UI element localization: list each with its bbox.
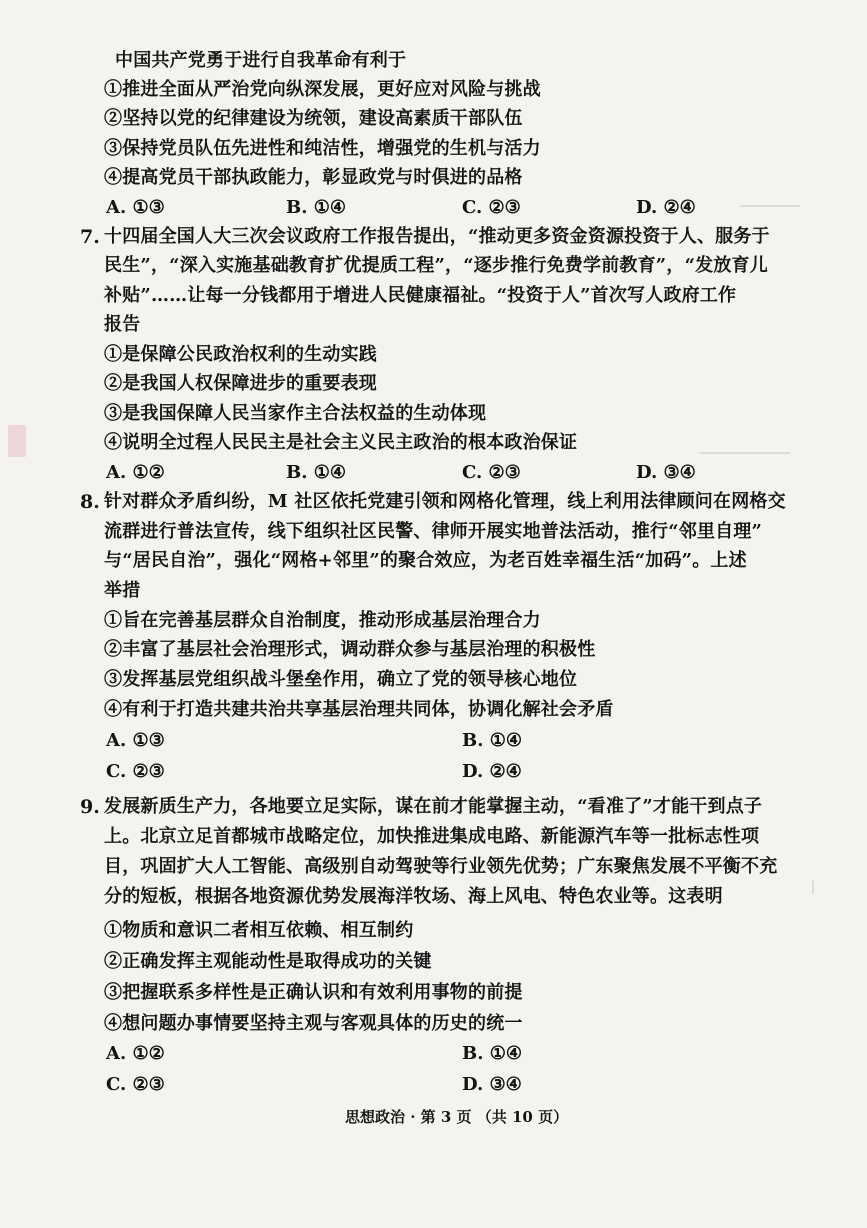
statement-item: ④说明全过程人民民主是社会主义民主政治的根本政治保证 — [104, 432, 578, 453]
statement-item: ①是保障公民政治权利的生动实践 — [104, 344, 377, 365]
question-stem-line: 补贴”……让每一分钱都用于增进人民健康福祉。“投资于人”首次写人政府工作 — [104, 285, 737, 306]
scan-mark — [740, 205, 800, 207]
option-c[interactable]: C. ②③ — [462, 462, 521, 483]
statement-item: ④有利于打造共建共治共享基层治理共同体，协调化解社会矛盾 — [104, 699, 614, 720]
question-stem-line: 发展新质生产力，各地要立足实际，谋在前才能掌握主动，“看准了”才能干到点子 — [104, 796, 763, 817]
statement-item: ①推进全面从严治党向纵深发展，更好应对风险与挑战 — [104, 79, 541, 100]
option-c[interactable]: C. ②③ — [106, 1074, 165, 1095]
statement-item: ④想问题办事情要坚持主观与客观具体的历史的统一 — [104, 1013, 523, 1034]
statement-item: ②丰富了基层社会治理形式，调动群众参与基层治理的积极性 — [104, 639, 596, 660]
question-stem-line: 民生”，“深入实施基础教育扩优提质工程”，“逐步推行免费学前教育”，“发放育儿 — [104, 255, 768, 276]
question-number: 9. — [80, 796, 100, 818]
page-footer: 思想政治 · 第 3 页 （共 10 页） — [345, 1108, 569, 1126]
scan-mark — [812, 880, 814, 894]
question-stem-line: 分的短板，根据各地资源优势发展海洋牧场、海上风电、特色农业等。这表明 — [104, 886, 723, 907]
question-stem: 中国共产党勇于进行自我革命有利于 — [115, 50, 407, 71]
question-stem-line: 十四届全国人大三次会议政府工作报告提出，“推动更多资金资源投资于人、服务于 — [104, 226, 770, 247]
question-number: 7. — [80, 226, 100, 248]
question-stem-line: 举措 — [104, 580, 141, 601]
statement-item: ③是我国保障人民当家作主合法权益的生动体现 — [104, 403, 487, 424]
statement-item: ②正确发挥主观能动性是取得成功的关键 — [104, 951, 432, 972]
statement-item: ③发挥基层党组织战斗堡垒作用，确立了党的领导核心地位 — [104, 669, 578, 690]
statement-item: ③把握联系多样性是正确认识和有效利用事物的前提 — [104, 982, 523, 1003]
statement-item: ②坚持以党的纪律建设为统领，建设高素质干部队伍 — [104, 108, 523, 129]
option-a[interactable]: A. ①② — [106, 1043, 165, 1064]
question-stem-line: 针对群众矛盾纠纷，M 社区依托党建引领和网格化管理，线上利用法律顾问在网格交 — [104, 491, 786, 512]
statement-item: ④提高党员干部执政能力，彰显政党与时俱进的品格 — [104, 167, 523, 188]
option-b[interactable]: B. ①④ — [286, 197, 347, 218]
option-c[interactable]: C. ②③ — [462, 197, 521, 218]
option-d[interactable]: D. ③④ — [462, 1074, 522, 1095]
statement-item: ①旨在完善基层群众自治制度，推动形成基层治理合力 — [104, 610, 541, 631]
scan-smudge — [8, 425, 26, 457]
option-a[interactable]: A. ①③ — [106, 730, 165, 751]
statement-item: ①物质和意识二者相互依赖、相互制约 — [104, 920, 414, 941]
question-stem-line: 流群进行普法宣传，线下组织社区民警、律师开展实地普法活动，推行“邻里自理” — [104, 521, 763, 542]
option-b[interactable]: B. ①④ — [286, 462, 347, 483]
option-c[interactable]: C. ②③ — [106, 761, 165, 782]
option-d[interactable]: D. ②④ — [636, 197, 696, 218]
option-a[interactable]: A. ①③ — [106, 197, 165, 218]
option-d[interactable]: D. ②④ — [462, 761, 522, 782]
statement-item: ②是我国人权保障进步的重要表现 — [104, 373, 377, 394]
statement-item: ③保持党员队伍先进性和纯洁性，增强党的生机与活力 — [104, 138, 541, 159]
question-stem-line: 与“居民自治”，强化“网格+邻里”的聚合效应，为老百姓幸福生活“加码”。上述 — [104, 550, 747, 571]
option-b[interactable]: B. ①④ — [462, 730, 523, 751]
option-b[interactable]: B. ①④ — [462, 1043, 523, 1064]
question-stem-line: 目，巩固扩大人工智能、高级别自动驾驶等行业领先优势；广东聚焦发展不平衡不充 — [104, 856, 778, 877]
scan-mark — [700, 452, 790, 454]
option-d[interactable]: D. ③④ — [636, 462, 696, 483]
question-stem-line: 上。北京立足首都城市战略定位，加快推进集成电路、新能源汽车等一批标志性项 — [104, 826, 760, 847]
question-stem-line: 报告 — [104, 314, 141, 335]
question-number: 8. — [80, 491, 100, 513]
option-a[interactable]: A. ①② — [106, 462, 165, 483]
